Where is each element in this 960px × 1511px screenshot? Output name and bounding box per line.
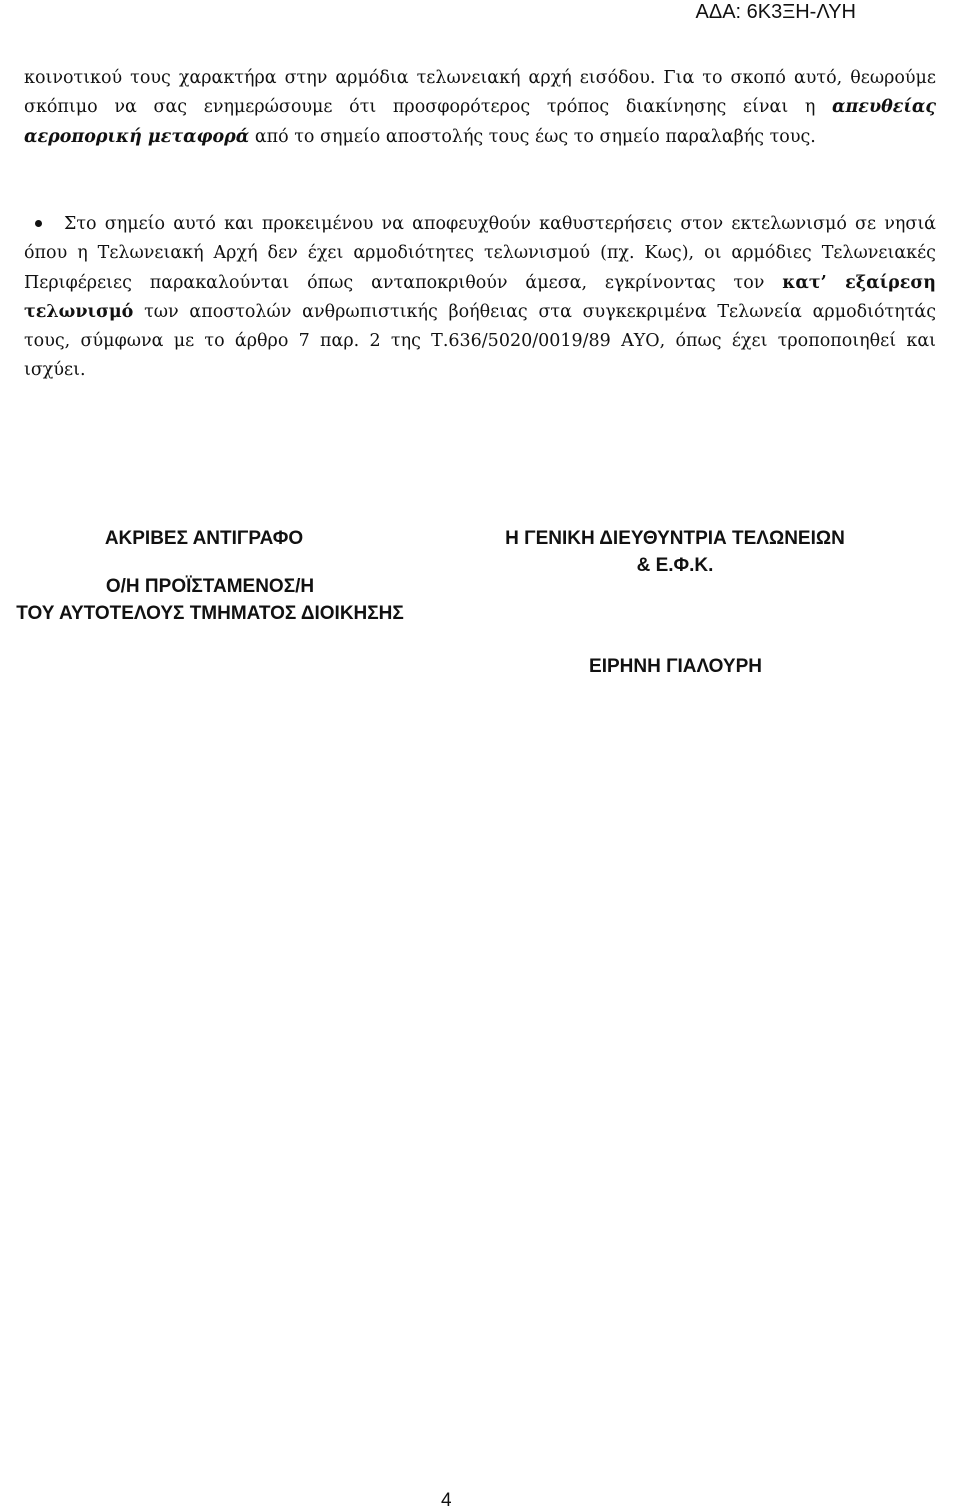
paragraph1-emphasis: απευθείας αεροπορική μεταφορά xyxy=(24,97,936,147)
paragraph-continuation xyxy=(24,64,936,152)
left-signatory-role xyxy=(0,573,420,627)
left-role-line1: Ο/Η ΠΡΟΪΣΤΑΜΕΝΟΣ/Η xyxy=(105,576,315,597)
right-title-line1: Η ΓΕΝΙΚΗ ΔΙΕΥΘΥΝΤΡΙΑ ΤΕΛΩΝΕΙΩΝ xyxy=(505,528,845,549)
bullet-paragraph xyxy=(24,210,936,386)
left-role-line2: ΤΟΥ ΑΥΤΟΤΕΛΟΥΣ ΤΜΗΜΑΤΟΣ ΔΙΟΙΚΗΣΗΣ xyxy=(16,603,404,624)
paragraph1-text-a: κοινοτικού τους χαρακτήρα στην αρμόδια τελωνειακή αρχή εισόδου. Για το σκοπό αυτό, θεωρούμε σκόπιμο να σας ενημερώσουμε ότι προσφορότερος τρόπος διακίνησης είναι η xyxy=(24,68,936,118)
paragraph2-emphasis: κατ’ εξαίρεση τελωνισμό xyxy=(24,272,936,322)
paragraph2-text-a: Στο σημείο αυτό και προκειμένου να αποφευχθούν καθυστερήσεις στον εκτελωνισμό σε νησιά όπου η Τελωνειακή Αρχή δεν έχει αρμοδιότητες τελωνισμού (πχ. Κως), οι αρμόδιες Τελωνειακές Περιφέρειες παρακαλούνται όπως ανταποκριθούν άμεσα, εγκρίνοντας τον xyxy=(24,214,936,293)
paragraph1-text-b: από το σημείο αποστολής τους έως το σημείο παραλαβής τους. xyxy=(249,126,816,147)
right-signatory-name: ΕΙΡΗΝΗ ΓΙΑΛΟΥΡΗ xyxy=(589,656,762,677)
certified-copy-label: ΑΚΡΙΒΕΣ ΑΝΤΙΓΡΑΦΟ xyxy=(104,528,304,549)
right-signatory-title xyxy=(490,525,860,579)
right-title-line2: & Ε.Φ.Κ. xyxy=(636,555,714,576)
page-number: 4 xyxy=(441,1490,452,1511)
paragraph2-text-b: των αποστολών ανθρωπιστικής βοήθειας στα συγκεκριμένα Τελωνεία αρμοδιότητάς τους, σύμφωνα με το άρθρο 7 παρ. 2 της Τ.636/5020/0019/89 ΑΥΟ, όπως έχει τροποποιηθεί και ισχύει. xyxy=(24,301,936,381)
ada-code: ΑΔΑ: 6Κ3ΞΗ-ΛΥΗ xyxy=(695,1,856,23)
